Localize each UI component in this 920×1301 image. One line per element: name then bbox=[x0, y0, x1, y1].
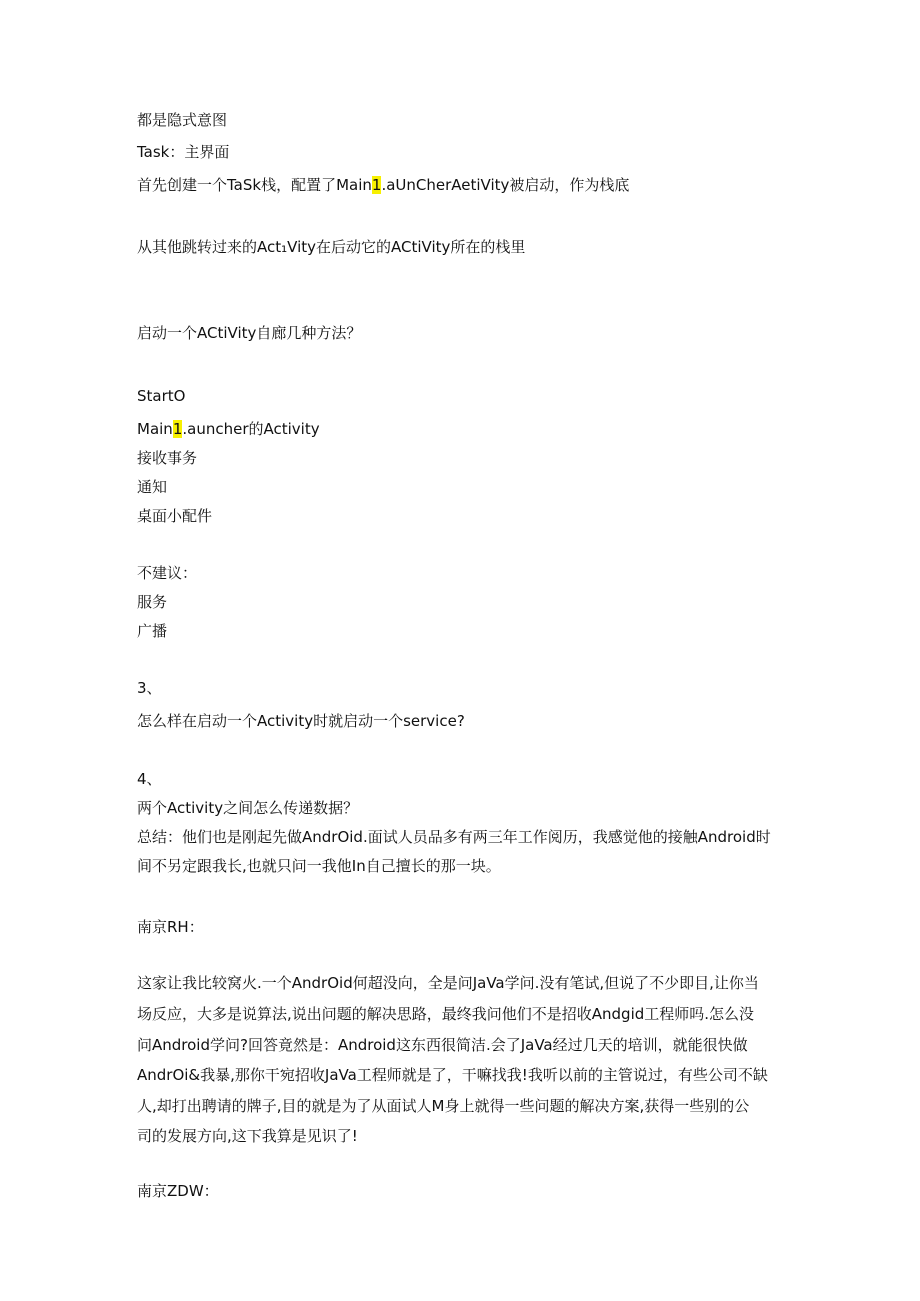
text-line: 桌面小配件 bbox=[137, 507, 213, 525]
highlighted-text: 1 bbox=[172, 420, 183, 438]
text-line: 都是隐式意图 bbox=[137, 111, 228, 129]
text-line: 广播 bbox=[137, 622, 168, 640]
text-line: 4、 bbox=[137, 770, 162, 788]
text-line: StartO bbox=[137, 387, 186, 405]
text-line: 怎么样在启动一个Activity时就启动一个service? bbox=[137, 712, 465, 730]
text-segment: Main bbox=[137, 420, 173, 438]
text-line: 场反应，大多是说算法,说出问题的解决思路，最终我问他们不是招收Andgid工程师吗.怎么没 bbox=[137, 1005, 755, 1023]
text-line: AndrOi&我暴,那你干宛招收JaVa工程师就是了，干嘛找我!我听以前的主管说过，有些公司不缺 bbox=[137, 1066, 768, 1084]
text-line bbox=[137, 419, 320, 439]
text-line: 总结：他们也是刚起先做AndrOid.面试人员品多有两三年工作阅历，我感觉他的接触Android时 bbox=[137, 828, 771, 846]
text-segment: .aUnCherAetiVity被启动，作为栈底 bbox=[381, 176, 630, 194]
text-line: 通知 bbox=[137, 478, 168, 496]
highlighted-text: 1 bbox=[371, 176, 382, 194]
text-line: 这家让我比较窝火.一个AndrOid何超没向，全是问JaVa学问.没有笔试,但说了不少即目,让你当 bbox=[137, 974, 759, 992]
text-line: 服务 bbox=[137, 593, 168, 611]
text-line bbox=[137, 175, 629, 195]
text-line: 司的发展方向,这下我算是见识了! bbox=[137, 1127, 358, 1145]
text-line: 间不另定跟我长,也就只问一我他In自己擅长的那一块。 bbox=[137, 857, 501, 875]
text-line: 接收事务 bbox=[137, 449, 198, 467]
text-line: 南京RH： bbox=[137, 918, 204, 936]
text-line: 不建议： bbox=[137, 564, 198, 582]
text-line: 人,却打出聘请的牌子,目的就是为了从面试人M身上就得一些问题的解决方案,获得一些别的公 bbox=[137, 1097, 750, 1115]
text-line: 两个Activity之间怎么传递数据？ bbox=[137, 799, 359, 817]
text-line: 问Android学问?回答竟然是：Android这东西很简洁.会了JaVa经过几天的培训，就能很快做 bbox=[137, 1036, 748, 1054]
text-line: 3、 bbox=[137, 679, 162, 697]
text-segment: .auncher的Activity bbox=[182, 420, 320, 438]
text-segment: 首先创建一个TaSk栈，配置了Main bbox=[137, 176, 372, 194]
text-line: 启动一个ACtiVity自廊几种方法？ bbox=[137, 324, 362, 342]
text-line: 从其他跳转过来的Act₁Vity在后动它的ACtiVity所在的栈里 bbox=[137, 238, 526, 256]
text-line: 南京ZDW： bbox=[137, 1182, 219, 1200]
text-line: Task：主界面 bbox=[137, 143, 230, 161]
